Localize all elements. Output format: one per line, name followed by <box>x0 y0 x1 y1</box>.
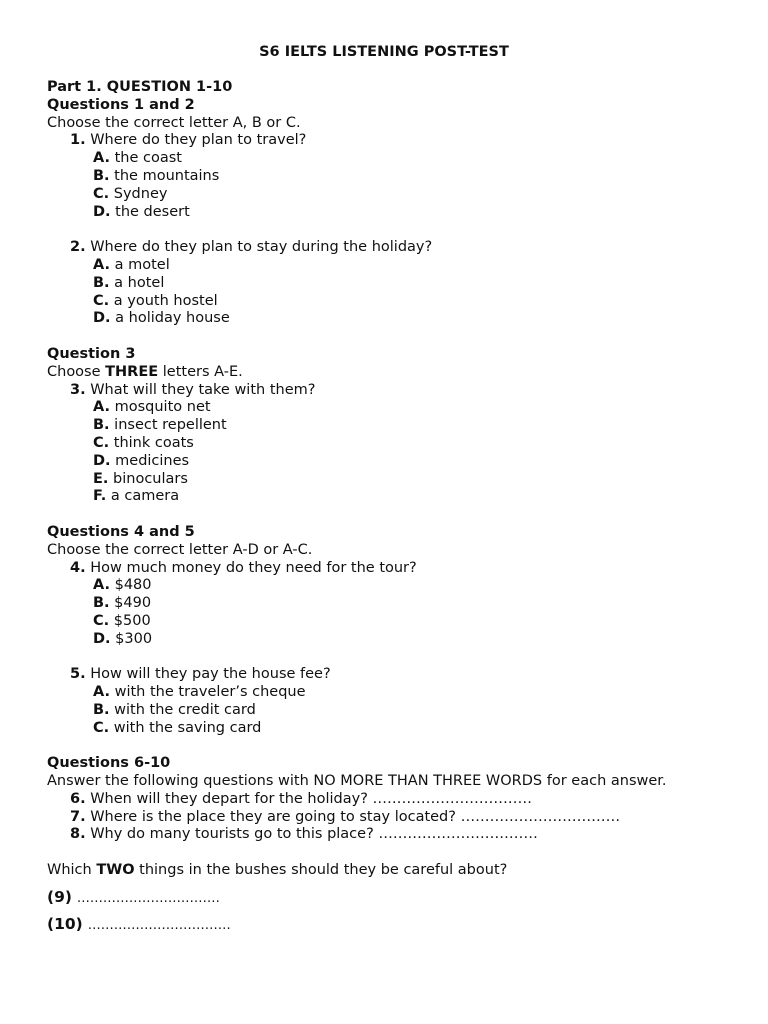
option-text: the desert <box>115 203 190 220</box>
option-text: $500 <box>113 612 151 629</box>
question-number: 1. <box>70 132 86 149</box>
option <box>47 684 747 702</box>
instruction-text: Choose <box>47 363 106 380</box>
option <box>47 577 747 595</box>
option <box>47 186 747 204</box>
option <box>47 453 747 471</box>
blank-dots: …………………………… <box>76 890 220 906</box>
option-text: the mountains <box>114 167 220 184</box>
question-text: How will they pay the house fee? <box>90 666 331 683</box>
question-2 <box>47 239 747 257</box>
option-text: $300 <box>115 630 153 647</box>
question-text: What will they take with them? <box>90 381 316 398</box>
option-letter: C. <box>93 719 110 736</box>
option <box>47 399 747 417</box>
option-text: a motel <box>114 256 170 273</box>
question-3 <box>47 382 747 400</box>
option-text: with the credit card <box>114 701 256 718</box>
question-number: 5. <box>70 666 86 683</box>
question-1 <box>47 132 747 150</box>
blank-number: (10) <box>47 914 83 933</box>
option <box>47 275 747 293</box>
option <box>47 720 747 738</box>
option-letter: A. <box>93 684 110 701</box>
option-letter: D. <box>93 630 111 647</box>
option-letter: D. <box>93 310 111 327</box>
question-number: 6. <box>70 790 86 807</box>
question-text: Where is the place they are going to stay located? …………………………… <box>90 808 621 825</box>
document-content <box>47 79 747 938</box>
option-text: $490 <box>114 595 152 612</box>
part-heading: Part 1. QUESTION 1-10 <box>47 79 233 95</box>
option-text: medicines <box>115 452 190 469</box>
option-text: insect repellent <box>114 417 227 434</box>
option-text: binoculars <box>113 470 188 487</box>
section-instruction-q1-2: Choose the correct letter A, B or C. <box>47 114 301 131</box>
option-text: a camera <box>110 488 180 505</box>
instruction-text: letters A-E. <box>158 363 243 380</box>
question-number: 8. <box>70 826 86 843</box>
question-7 <box>47 809 747 827</box>
answer-blank-9 <box>47 884 747 911</box>
section-heading-q3: Question 3 <box>47 345 136 362</box>
section-heading-q6-10: Questions 6-10 <box>47 755 171 772</box>
question-text: Which <box>47 862 97 879</box>
option-letter: B. <box>93 167 110 184</box>
which-two-question <box>47 862 747 880</box>
option-letter: A. <box>93 150 110 167</box>
option-letter: B. <box>93 417 110 434</box>
section-instruction-q6-10: Answer the following questions with NO MORE THAN THREE WORDS for each answer. <box>47 773 667 790</box>
question-4 <box>47 560 747 578</box>
option-text: a hotel <box>114 274 165 291</box>
question-text: When will they depart for the holiday? …………………………… <box>90 790 533 807</box>
option-letter: D. <box>93 203 111 220</box>
question-text: Where do they plan to travel? <box>90 132 307 149</box>
question-number: 4. <box>70 559 86 576</box>
option-text: the coast <box>114 150 182 167</box>
option-letter: E. <box>93 470 109 487</box>
question-8 <box>47 826 747 844</box>
option-letter: C. <box>93 434 110 451</box>
page-title: S6 IELTS LISTENING POST-TEST <box>259 44 509 60</box>
question-number: 3. <box>70 381 86 398</box>
option <box>47 631 747 649</box>
option-letter: A. <box>93 399 110 416</box>
section-heading-q1-2: Questions 1 and 2 <box>47 96 195 113</box>
question-number: 7. <box>70 808 86 825</box>
option <box>47 204 747 222</box>
option-text: mosquito net <box>114 399 211 416</box>
option <box>47 293 747 311</box>
option <box>47 702 747 720</box>
option-letter: B. <box>93 274 110 291</box>
option <box>47 310 747 328</box>
option-text: with the traveler’s cheque <box>114 684 306 701</box>
instruction-emphasis: THREE <box>105 363 159 380</box>
option-letter: B. <box>93 701 110 718</box>
option <box>47 417 747 435</box>
option <box>47 471 747 489</box>
question-5 <box>47 666 747 684</box>
option-text: a youth hostel <box>113 292 218 309</box>
question-text: Why do many tourists go to this place? …………………………… <box>90 826 538 843</box>
option <box>47 150 747 168</box>
option-letter: C. <box>93 185 110 202</box>
option-text: Sydney <box>113 185 168 202</box>
option-text: a holiday house <box>115 310 230 327</box>
question-emphasis: TWO <box>96 862 135 879</box>
option <box>47 257 747 275</box>
question-text: things in the bushes should they be careful about? <box>134 862 508 879</box>
question-text: Where do they plan to stay during the holiday? <box>90 239 433 256</box>
option-letter: B. <box>93 595 110 612</box>
option <box>47 488 747 506</box>
section-instruction-q3 <box>47 364 747 382</box>
answer-blank-10 <box>47 911 747 938</box>
option-text: $480 <box>114 577 152 594</box>
option-text: with the saving card <box>113 719 262 736</box>
option-letter: D. <box>93 452 111 469</box>
option <box>47 435 747 453</box>
option <box>47 613 747 631</box>
option-letter: A. <box>93 256 110 273</box>
option-letter: F. <box>93 488 107 505</box>
blank-dots: …………………………… <box>87 917 231 933</box>
section-instruction-q4-5: Choose the correct letter A-D or A-C. <box>47 541 313 558</box>
question-text: How much money do they need for the tour? <box>90 559 417 576</box>
blank-number: (9) <box>47 887 72 906</box>
option <box>47 595 747 613</box>
question-number: 2. <box>70 239 86 256</box>
question-6 <box>47 791 747 809</box>
option-letter: A. <box>93 577 110 594</box>
option <box>47 168 747 186</box>
option-letter: C. <box>93 612 110 629</box>
option-text: think coats <box>113 434 194 451</box>
section-heading-q4-5: Questions 4 and 5 <box>47 523 195 540</box>
option-letter: C. <box>93 292 110 309</box>
